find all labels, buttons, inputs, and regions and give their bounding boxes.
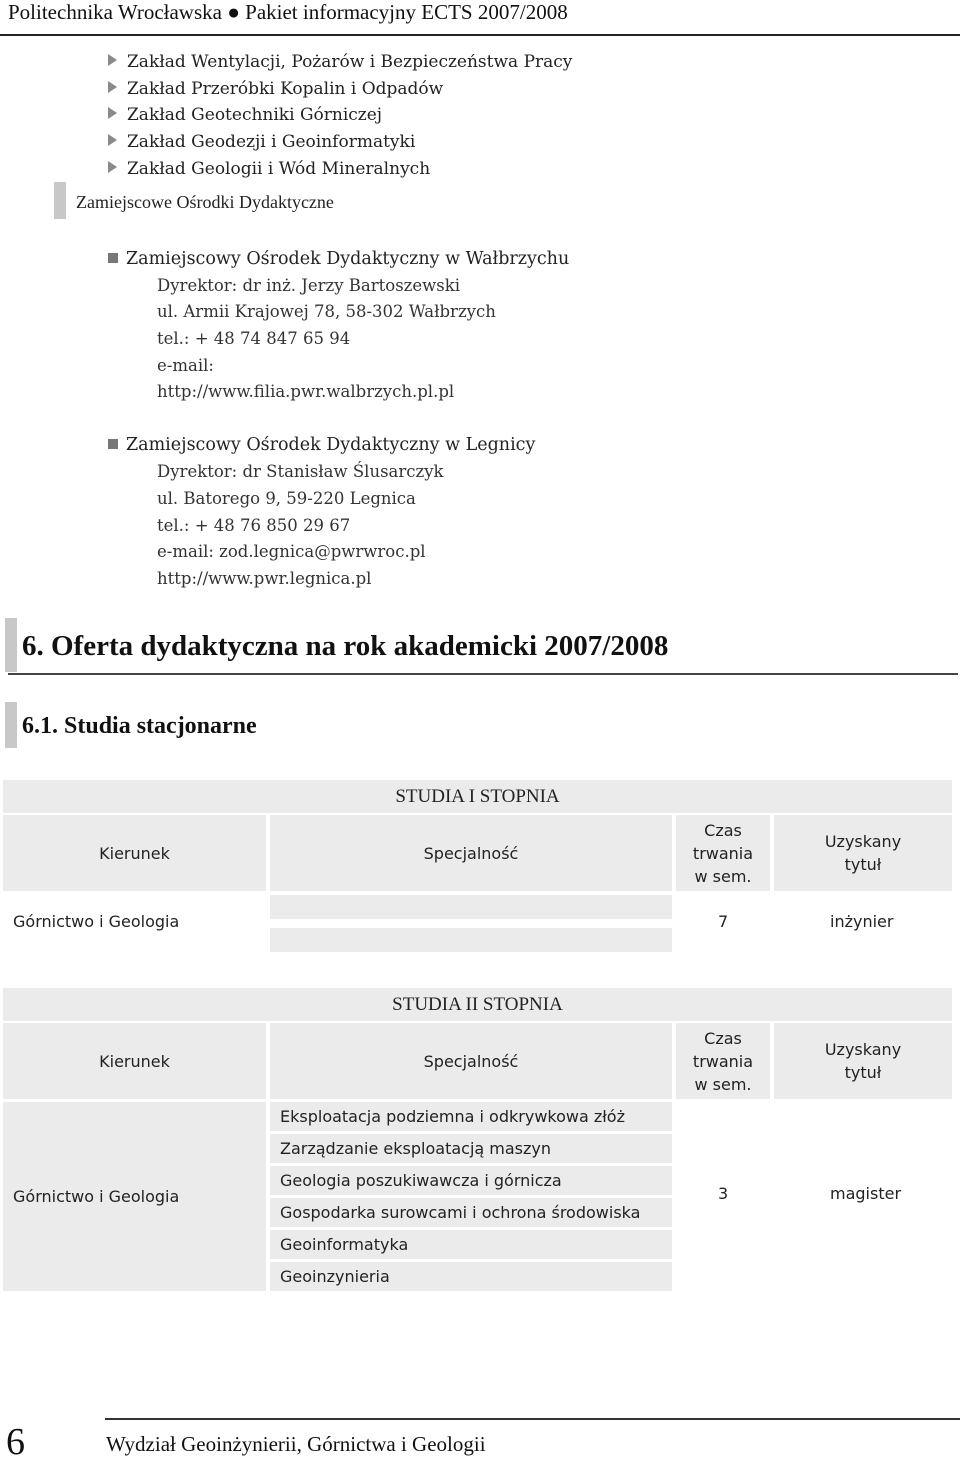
- center-legnica-address: ul. Batorego 9, 59-220 Legnica: [157, 489, 416, 508]
- section-marker-bar: [5, 618, 17, 672]
- department-item: Zakład Geodezji i Geoinformatyki: [108, 132, 415, 152]
- center-walbrzych-tel: tel.: + 48 74 847 65 94: [157, 329, 351, 348]
- table-caption: STUDIA I STOPNIA: [3, 780, 952, 813]
- square-bullet-icon: [108, 253, 118, 263]
- department-item: Zakład Wentylacji, Pożarów i Bezpieczeństwa Pracy: [108, 52, 572, 72]
- row-czas: 7: [718, 912, 729, 931]
- center-legnica-tel: tel.: + 48 76 850 29 67: [157, 516, 351, 535]
- row-specjalnosc: Gospodarka surowcami i ochrona środowiska: [270, 1198, 672, 1227]
- row-specjalnosc: Geoinzynieria: [270, 1262, 672, 1291]
- section-6-1-heading: 6.1. Studia stacjonarne: [22, 713, 257, 739]
- center-walbrzych-email: e-mail:: [157, 356, 214, 375]
- center-walbrzych-title: Zamiejscowy Ośrodek Dydaktyczny w Wałbrzychu: [108, 249, 569, 269]
- row-specjalnosc: [270, 895, 672, 919]
- center-walbrzych-address: ul. Armii Krajowej 78, 58-302 Wałbrzych: [157, 302, 496, 321]
- center-legnica-email[interactable]: e-mail: zod.legnica@pwrwroc.pl: [157, 542, 426, 561]
- triangle-bullet-icon: [108, 134, 117, 146]
- row-tytul: magister: [830, 1184, 902, 1203]
- row-czas: 3: [718, 1184, 729, 1203]
- row-kierunek: Górnictwo i Geologia: [3, 1102, 266, 1291]
- table-caption: STUDIA II STOPNIA: [3, 988, 952, 1021]
- row-tytul: inżynier: [830, 912, 894, 931]
- center-legnica-director: Dyrektor: dr Stanisław Ślusarczyk: [157, 462, 444, 481]
- section-6-rule: [8, 673, 958, 675]
- triangle-bullet-icon: [108, 54, 117, 66]
- section-6-heading: 6. Oferta dydaktyczna na rok akademicki 2007/2008: [22, 630, 669, 662]
- square-bullet-icon: [108, 439, 118, 449]
- header-specjalnosc: Specjalność: [270, 815, 672, 891]
- center-walbrzych-www[interactable]: http://www.filia.pwr.walbrzych.pl.pl: [157, 382, 455, 401]
- header-czas: Czas trwania w sem.: [676, 1023, 770, 1099]
- row-kierunek: Górnictwo i Geologia: [13, 912, 180, 931]
- center-legnica-www[interactable]: http://www.pwr.legnica.pl: [157, 569, 372, 588]
- footer-rule: [105, 1418, 960, 1420]
- row-specjalnosc: Geoinformatyka: [270, 1230, 672, 1259]
- triangle-bullet-icon: [108, 107, 117, 119]
- header-rule: [0, 34, 960, 36]
- triangle-bullet-icon: [108, 81, 117, 93]
- footer-faculty-name: Wydział Geoinżynierii, Górnictwa i Geologii: [106, 1432, 486, 1456]
- row-specjalnosc-filler: [270, 928, 672, 952]
- header-czas: Czas trwania w sem.: [676, 815, 770, 891]
- page-header-title: Politechnika Wrocławska ● Pakiet informacyjny ECTS 2007/2008: [8, 0, 568, 24]
- section-marker-bar: [5, 702, 17, 748]
- header-tytul: Uzyskany tytuł: [774, 1023, 952, 1099]
- header-kierunek: Kierunek: [3, 815, 266, 891]
- row-specjalnosc: Eksploatacja podziemna i odkrywkowa złóż: [270, 1102, 672, 1131]
- section-marker-bar: [54, 182, 66, 219]
- department-item: Zakład Geologii i Wód Mineralnych: [108, 159, 430, 179]
- header-tytul: Uzyskany tytuł: [774, 815, 952, 891]
- department-item: Zakład Przeróbki Kopalin i Odpadów: [108, 79, 443, 99]
- local-centers-heading: Zamiejscowe Ośrodki Dydaktyczne: [76, 192, 334, 212]
- row-specjalnosc: Geologia poszukiwawcza i górnicza: [270, 1166, 672, 1195]
- page-number: 6: [6, 1421, 25, 1463]
- header-specjalnosc: Specjalność: [270, 1023, 672, 1099]
- row-specjalnosc: Zarządzanie eksploatacją maszyn: [270, 1134, 672, 1163]
- center-legnica-title: Zamiejscowy Ośrodek Dydaktyczny w Legnicy: [108, 435, 535, 455]
- department-item: Zakład Geotechniki Górniczej: [108, 105, 382, 125]
- header-kierunek: Kierunek: [3, 1023, 266, 1099]
- center-walbrzych-director: Dyrektor: dr inż. Jerzy Bartoszewski: [157, 276, 460, 295]
- triangle-bullet-icon: [108, 161, 117, 173]
